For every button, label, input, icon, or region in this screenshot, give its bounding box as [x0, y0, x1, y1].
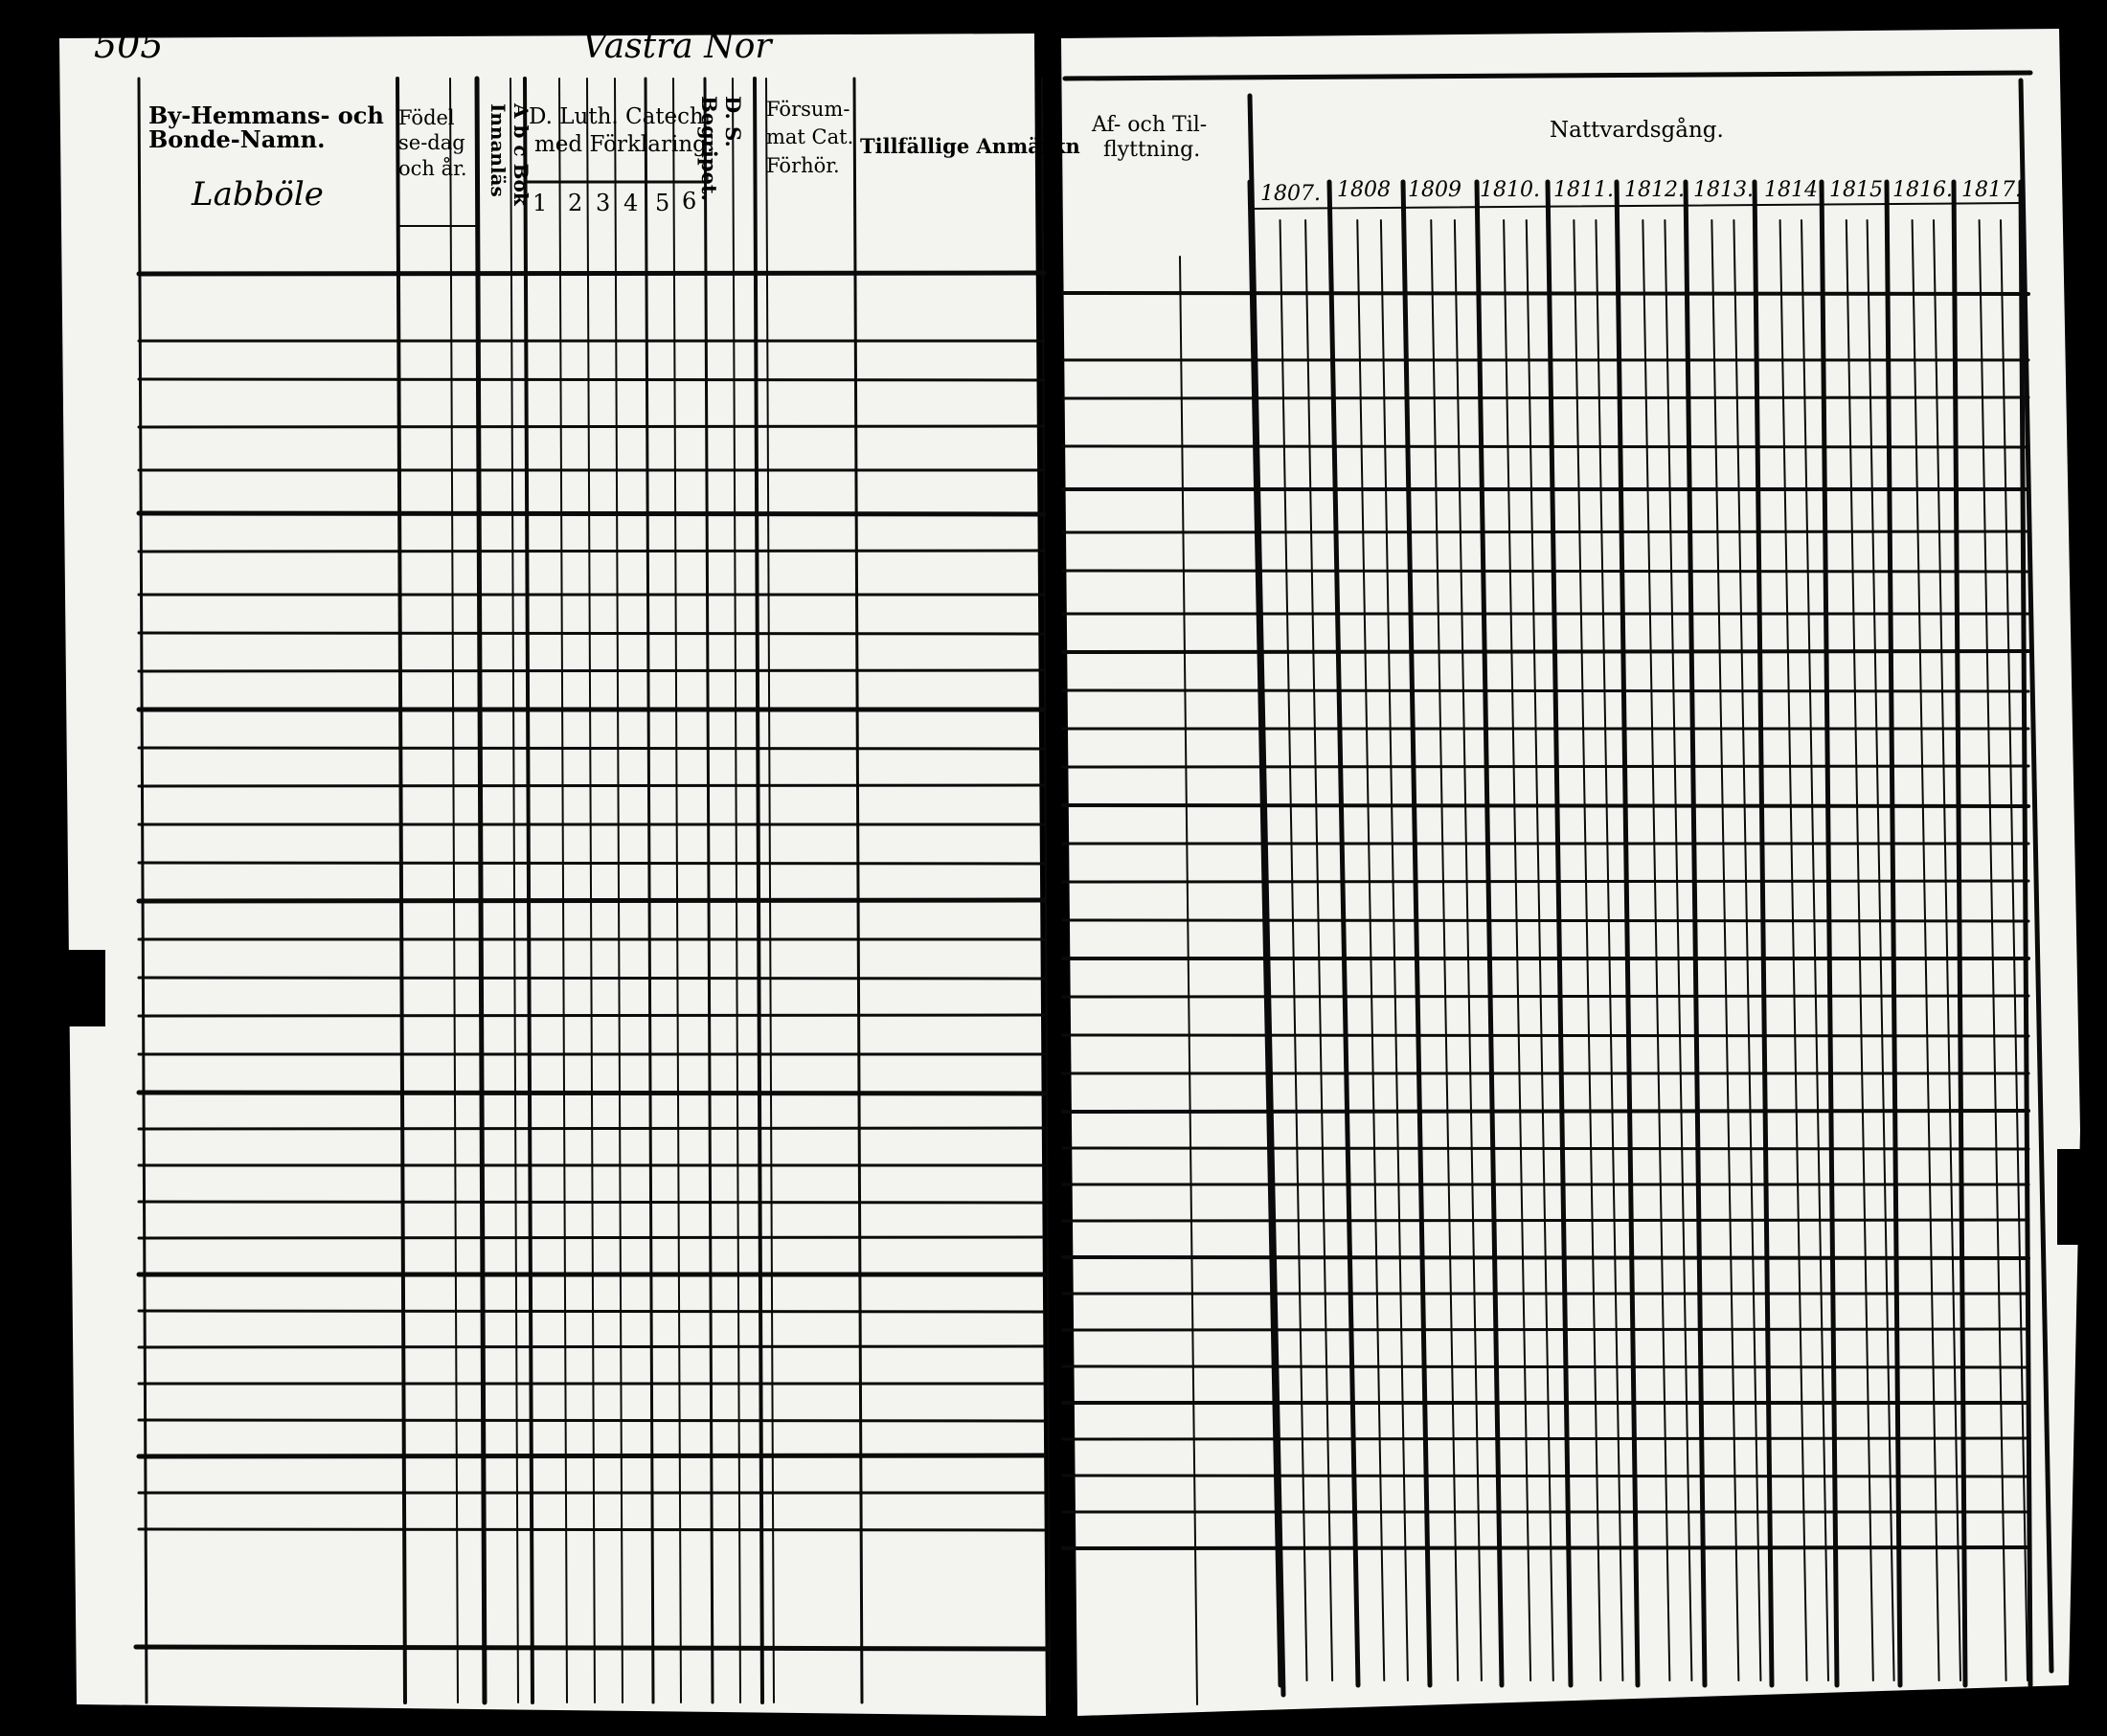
village-name: Labböle: [192, 175, 324, 214]
year-1814: 1814.: [1764, 178, 1824, 202]
year-1809: 1809: [1408, 178, 1461, 202]
left-row-rule: [139, 785, 1044, 786]
right-row-rule: [1063, 690, 2028, 691]
header-luth-catech: [529, 103, 714, 159]
left-row-rule: [139, 551, 1044, 552]
year-1811: 1811.: [1553, 178, 1614, 202]
header-forsummat: [766, 96, 853, 180]
right-row-rule: [1063, 996, 2028, 997]
right-row-rule: [1063, 881, 2028, 882]
header-by-hemmans-line1: By-Hemmans- och: [148, 101, 384, 129]
year-1807: 1807.: [1260, 182, 1321, 206]
header-ds-line2: Begripet.: [696, 96, 721, 201]
right-row-rule: [1063, 531, 2028, 532]
header-forsummat-line2: mat Cat.: [766, 125, 854, 149]
left-row-rule: [139, 1455, 1044, 1456]
left-row-rule: [139, 1346, 1044, 1347]
left-row-rule: [139, 379, 1044, 380]
header-forsummat-line1: Försum-: [766, 98, 850, 121]
right-row-rule: [1063, 397, 2028, 398]
year-1812: 1812.: [1624, 178, 1685, 202]
left-page: [59, 34, 1046, 1716]
luth-sub-5: 5: [655, 190, 670, 216]
right-page: [1061, 29, 2080, 1716]
right-row-rule: [1063, 293, 2028, 294]
header-by-hemmans: [148, 101, 384, 154]
left-row-rule: [139, 426, 1044, 427]
header-by-hemmans-line2: Bonde-Namn.: [148, 125, 326, 154]
year-1817: 1817.: [1961, 178, 2022, 202]
right-row-rule: [1063, 1366, 2028, 1367]
left-row-rule: [139, 633, 1044, 634]
luth-sub-6: 6: [682, 188, 697, 214]
luth-sub-2: 2: [568, 190, 583, 216]
header-af-line1: Af- och Til-: [1092, 113, 1208, 137]
left-row-rule: [139, 1237, 1044, 1238]
right-row-rule: [1063, 766, 2028, 767]
year-1810: 1810.: [1480, 178, 1540, 202]
right-row-rule: [1063, 571, 2028, 572]
right-row-rule: [1063, 1547, 2028, 1548]
header-fodelse-line3: och år.: [398, 156, 467, 180]
right-row-rule: [1063, 1476, 2028, 1477]
left-row-rule: [139, 1529, 1044, 1530]
right-row-rule: [1063, 446, 2028, 447]
right-row-rule: [1063, 651, 2028, 652]
left-tab-mark: [0, 950, 105, 1026]
header-ds-line1: D. S.: [721, 96, 745, 147]
right-row-rule: [1063, 805, 2028, 806]
header-fodelse-line2: se-dag: [398, 131, 465, 155]
header-af-line2: flyttning.: [1103, 138, 1201, 163]
year-1816: 1816.: [1892, 178, 1953, 202]
left-bottom-rule: [136, 1647, 1049, 1649]
left-row-rule: [139, 1420, 1044, 1421]
right-tab-mark: [2057, 1149, 2107, 1245]
header-ds-begripet: [697, 96, 745, 201]
left-row-rule: [139, 273, 1044, 274]
right-row-rule: [1063, 1329, 2028, 1330]
header-luth-line2: med Förklaring.: [534, 131, 714, 157]
left-row-rule: [139, 1311, 1044, 1312]
right-row-rule: [1063, 1438, 2028, 1439]
luth-sub-4: 4: [623, 190, 639, 216]
luth-sub-1: 1: [532, 190, 548, 216]
left-row-rule: [139, 1202, 1044, 1203]
left-row-rule: [139, 748, 1044, 749]
header-fodelse: [398, 105, 467, 181]
header-fodelse-line1: Födel: [398, 106, 455, 129]
header-tillfallige: Tillfällige Anmärkn: [860, 134, 1080, 158]
luth-sub-3: 3: [596, 190, 611, 216]
year-1808: 1808: [1337, 178, 1391, 202]
header-abc-bok: [487, 103, 532, 206]
header-af-och-til: [1092, 113, 1207, 164]
right-row-rule: [1063, 920, 2028, 921]
year-1813: 1813.: [1693, 178, 1754, 202]
handwritten-header: Västra Nor: [582, 27, 772, 66]
header-forsummat-line3: Förhör.: [766, 153, 840, 177]
right-row-rule: [1063, 1220, 2028, 1221]
header-luth-line1: D. Luth. Catech.: [529, 104, 712, 129]
header-abc-bok-line1: A b c Bok: [510, 103, 532, 206]
left-row-rule: [139, 513, 1044, 514]
header-abc-bok-line2: Innanläs: [487, 103, 510, 197]
page-number: 505: [94, 24, 164, 66]
right-row-rule: [1063, 1035, 2028, 1036]
left-row-rule: [139, 670, 1044, 671]
year-1815: 1815.: [1829, 178, 1890, 202]
header-nattvardsgang: Nattvardsgång.: [1550, 118, 1724, 143]
